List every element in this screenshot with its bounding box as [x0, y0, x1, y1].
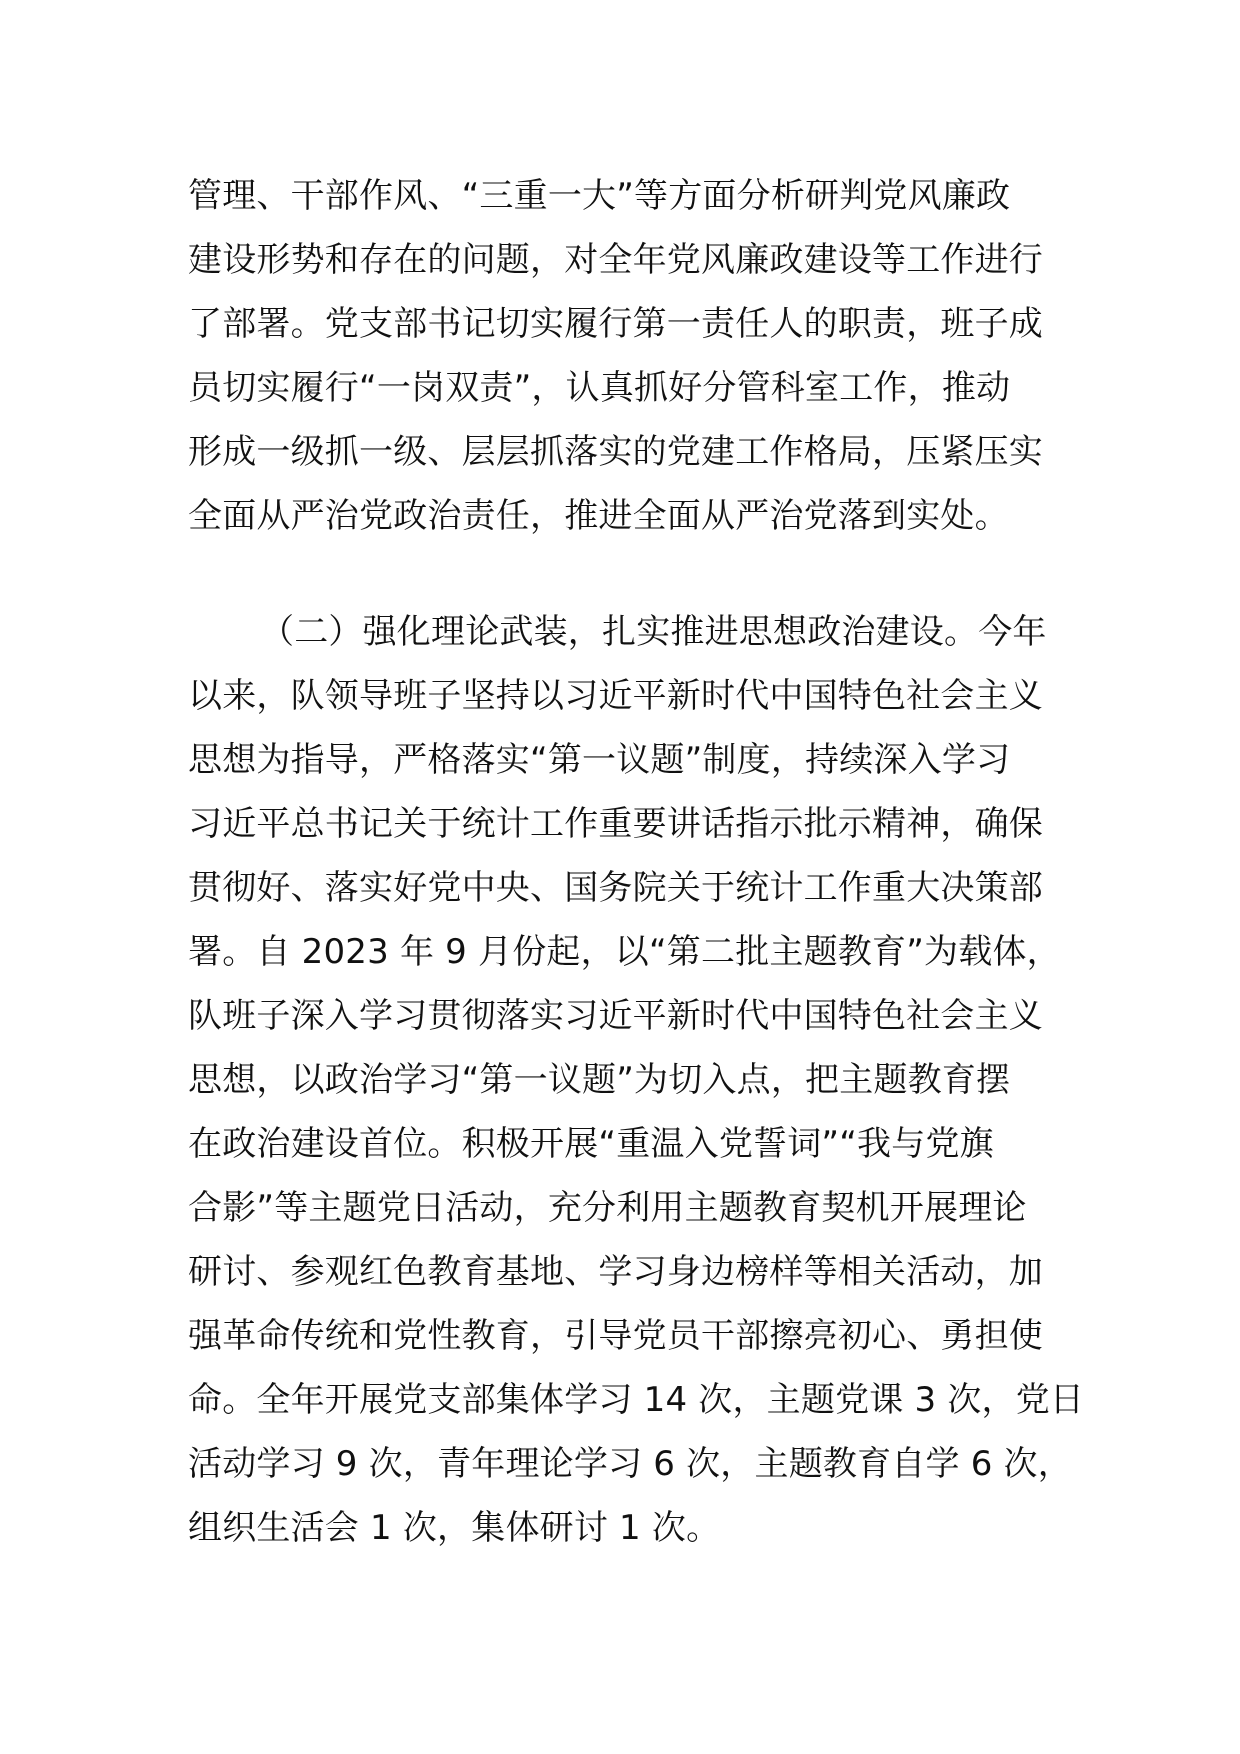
- paragraph-2-line-9: 在政治建设首位。积极开展“重温入党誓词”“我与党旗: [188, 1124, 994, 1164]
- paragraph-2-line-8: 思想，以政治学习“第一议题”为切入点，把主题教育摆: [188, 1060, 1011, 1100]
- paragraph-2-line-3: 思想为指导，严格落实“第一议题”制度，持续深入学习: [188, 740, 1011, 780]
- paragraph-2-line-5: 贯彻好、落实好党中央、国务院关于统计工作重大决策部: [188, 868, 1043, 908]
- paragraph-2-line-7: 队班子深入学习贯彻落实习近平新时代中国特色社会主义: [188, 996, 1043, 1036]
- paragraph-1-line-5: 形成一级抓一级、层层抓落实的党建工作格局，压紧压实: [188, 432, 1043, 472]
- paragraph-2-line-2: 以来，队领导班子坚持以习近平新时代中国特色社会主义: [188, 676, 1043, 716]
- paragraph-1-line-6: 全面从严治党政治责任，推进全面从严治党落到实处。: [188, 496, 1009, 536]
- paragraph-1-line-1: 管理、干部作风、“三重一大”等方面分析研判党风廉政: [188, 176, 1011, 216]
- paragraph-2-line-11: 研讨、参观红色教育基地、学习身边榜样等相关活动，加: [188, 1252, 1043, 1292]
- paragraph-2-line-6: 署。自 2023 年 9 月份起，以“第二批主题教育”为载体，: [188, 932, 1061, 972]
- paragraph-1-line-3: 了部署。党支部书记切实履行第一责任人的职责，班子成: [188, 304, 1043, 344]
- paragraph-2-line-1: （二）强化理论武装，扎实推进思想政治建设。今年: [260, 612, 1047, 652]
- paragraph-2-line-12: 强革命传统和党性教育，引导党员干部擦亮初心、勇担使: [188, 1316, 1043, 1356]
- paragraph-2-line-4: 习近平总书记关于统计工作重要讲话指示批示精神，确保: [188, 804, 1043, 844]
- paragraph-2-line-10: 合影”等主题党日活动，充分利用主题教育契机开展理论: [188, 1188, 1027, 1228]
- paragraph-2-line-14: 活动学习 9 次，青年理论学习 6 次，主题教育自学 6 次，: [188, 1444, 1072, 1484]
- paragraph-2-line-13: 命。全年开展党支部集体学习 14 次，主题党课 3 次，党日: [188, 1380, 1085, 1420]
- paragraph-1-line-2: 建设形势和存在的问题，对全年党风廉政建设等工作进行: [188, 240, 1043, 280]
- paragraph-1-line-4: 员切实履行“一岗双责”，认真抓好分管科室工作，推动: [188, 368, 1011, 408]
- paragraph-2-line-15: 组织生活会 1 次，集体研讨 1 次。: [188, 1508, 721, 1548]
